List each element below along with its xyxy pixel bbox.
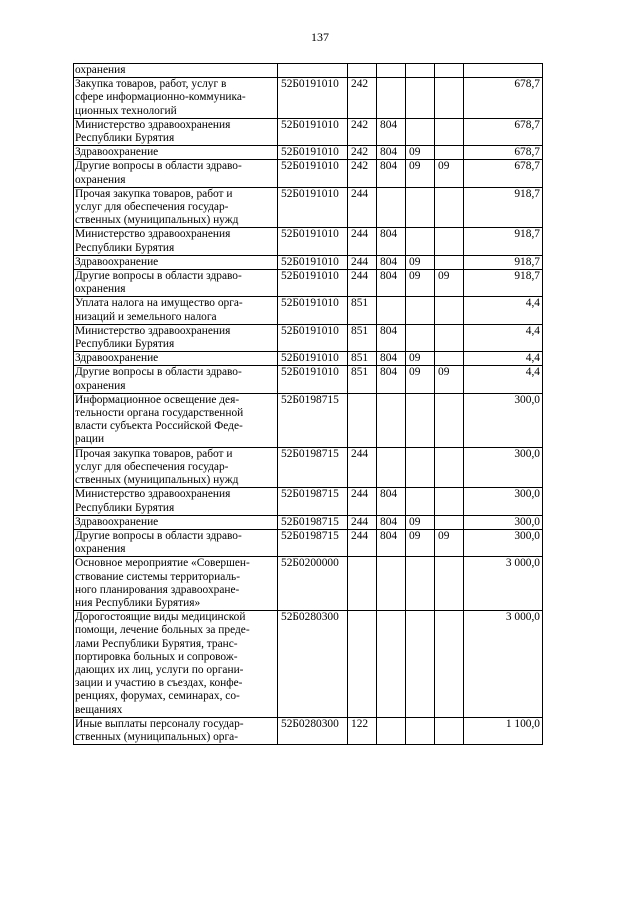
row-name-line: охранения xyxy=(75,173,126,186)
row-name-line: зации и участию в съездах, конфе- xyxy=(75,677,243,690)
row-code-cell: 52Б0191010 xyxy=(278,297,348,324)
row-ministry-cell: 804 xyxy=(377,118,406,145)
row-ministry-cell: 804 xyxy=(377,270,406,297)
row-name-line: услуг для обеспечения государ- xyxy=(75,201,229,214)
row-section-cell xyxy=(406,78,435,119)
row-name-line: ного планирования здравоохране- xyxy=(75,583,240,596)
table-row xyxy=(74,488,543,515)
row-expense-type-cell: 851 xyxy=(348,352,377,366)
row-expense-type-cell xyxy=(348,557,377,611)
row-name-cell xyxy=(74,717,278,744)
row-name-cell xyxy=(74,366,278,393)
row-name-cell xyxy=(74,146,278,160)
row-name-line: Здравоохранение xyxy=(75,352,159,365)
row-ministry-cell: 804 xyxy=(377,160,406,187)
table-row xyxy=(74,447,543,488)
row-section-cell: 09 xyxy=(406,146,435,160)
budget-table xyxy=(73,63,543,745)
row-name-line: портировка больных и сопровож- xyxy=(75,650,238,663)
row-name-line: Другие вопросы в области здраво- xyxy=(75,270,242,283)
row-name-line: охранения xyxy=(75,543,126,556)
table-row xyxy=(74,352,543,366)
row-name-cell xyxy=(74,515,278,529)
row-code-cell: 52Б0191010 xyxy=(278,78,348,119)
row-code-cell: 52Б0198715 xyxy=(278,393,348,447)
row-amount-cell: 300,0 xyxy=(464,447,543,488)
row-ministry-cell: 804 xyxy=(377,529,406,556)
row-amount-cell: 918,7 xyxy=(464,228,543,255)
row-ministry-cell xyxy=(377,78,406,119)
row-expense-type-cell: 851 xyxy=(348,324,377,351)
row-ministry-cell xyxy=(377,717,406,744)
table-row xyxy=(74,255,543,269)
table-row xyxy=(74,611,543,718)
row-code-cell: 52Б0191010 xyxy=(278,366,348,393)
row-subsection-cell xyxy=(435,352,464,366)
row-section-cell xyxy=(406,118,435,145)
row-code-cell: 52Б0198715 xyxy=(278,515,348,529)
row-amount-cell: 4,4 xyxy=(464,366,543,393)
row-name-line: Республики Бурятия xyxy=(75,132,175,145)
table-row xyxy=(74,393,543,447)
row-section-cell: 09 xyxy=(406,529,435,556)
row-name-line: Другие вопросы в области здраво- xyxy=(75,529,242,542)
row-name-line: услуг для обеспечения государ- xyxy=(75,460,229,473)
row-subsection-cell xyxy=(435,447,464,488)
row-expense-type-cell: 851 xyxy=(348,297,377,324)
row-code-cell xyxy=(278,64,348,78)
row-name-line: Другие вопросы в области здраво- xyxy=(75,160,242,173)
row-subsection-cell xyxy=(435,717,464,744)
row-name-line: Основное мероприятие «Совершен- xyxy=(75,557,250,570)
table-row xyxy=(74,324,543,351)
row-expense-type-cell: 244 xyxy=(348,270,377,297)
row-code-cell: 52Б0280300 xyxy=(278,717,348,744)
row-expense-type-cell: 242 xyxy=(348,146,377,160)
row-name-line: тельности органа государственной xyxy=(75,407,244,420)
row-section-cell xyxy=(406,324,435,351)
row-section-cell xyxy=(406,447,435,488)
row-subsection-cell xyxy=(435,393,464,447)
row-amount-cell: 300,0 xyxy=(464,529,543,556)
row-section-cell xyxy=(406,297,435,324)
row-expense-type-cell: 244 xyxy=(348,187,377,228)
row-name-line: Республики Бурятия xyxy=(75,338,175,351)
row-name-line: Прочая закупка товаров, работ и xyxy=(75,187,233,200)
row-code-cell: 52Б0191010 xyxy=(278,324,348,351)
row-name-line: ственных (муниципальных) нужд xyxy=(75,214,239,227)
row-subsection-cell: 09 xyxy=(435,160,464,187)
row-subsection-cell xyxy=(435,557,464,611)
row-ministry-cell xyxy=(377,447,406,488)
row-expense-type-cell: 242 xyxy=(348,160,377,187)
table-row xyxy=(74,228,543,255)
row-name-line: Министерство здравоохранения xyxy=(75,118,231,131)
row-expense-type-cell: 122 xyxy=(348,717,377,744)
row-name-line: Здравоохранение xyxy=(75,255,159,268)
row-amount-cell: 4,4 xyxy=(464,297,543,324)
row-section-cell xyxy=(406,611,435,718)
row-name-line: Уплата налога на имущество орга- xyxy=(75,297,243,310)
row-amount-cell: 678,7 xyxy=(464,118,543,145)
row-expense-type-cell: 244 xyxy=(348,488,377,515)
row-name-line: ственных (муниципальных) нужд xyxy=(75,474,239,487)
row-section-cell xyxy=(406,187,435,228)
row-section-cell: 09 xyxy=(406,352,435,366)
table-row xyxy=(74,187,543,228)
row-code-cell: 52Б0191010 xyxy=(278,187,348,228)
row-code-cell: 52Б0191010 xyxy=(278,228,348,255)
row-ministry-cell: 804 xyxy=(377,352,406,366)
row-subsection-cell xyxy=(435,78,464,119)
row-amount-cell: 3 000,0 xyxy=(464,611,543,718)
row-name-line: Республики Бурятия xyxy=(75,501,175,514)
table-row xyxy=(74,270,543,297)
row-name-line: Республики Бурятия xyxy=(75,241,175,254)
row-amount-cell: 3 000,0 xyxy=(464,557,543,611)
row-expense-type-cell: 242 xyxy=(348,118,377,145)
row-subsection-cell: 09 xyxy=(435,366,464,393)
row-subsection-cell xyxy=(435,64,464,78)
table-row xyxy=(74,78,543,119)
row-ministry-cell xyxy=(377,297,406,324)
row-name-cell xyxy=(74,78,278,119)
row-name-line: Дорогостоящие виды медицинской xyxy=(75,611,246,624)
row-name-cell xyxy=(74,297,278,324)
row-expense-type-cell xyxy=(348,64,377,78)
row-code-cell: 52Б0198715 xyxy=(278,529,348,556)
row-ministry-cell: 804 xyxy=(377,366,406,393)
table-row xyxy=(74,160,543,187)
row-name-line: лами Республики Бурятия, транс- xyxy=(75,637,238,650)
row-code-cell: 52Б0191010 xyxy=(278,160,348,187)
row-name-cell xyxy=(74,447,278,488)
row-name-line: ния Республики Бурятия» xyxy=(75,596,201,609)
row-code-cell: 52Б0191010 xyxy=(278,352,348,366)
row-amount-cell: 678,7 xyxy=(464,160,543,187)
table-row xyxy=(74,515,543,529)
row-name-line: Министерство здравоохранения xyxy=(75,228,231,241)
row-name-cell xyxy=(74,255,278,269)
row-expense-type-cell xyxy=(348,393,377,447)
row-code-cell: 52Б0191010 xyxy=(278,146,348,160)
row-name-line: Закупка товаров, работ, услуг в xyxy=(75,78,227,91)
row-ministry-cell: 804 xyxy=(377,488,406,515)
row-expense-type-cell: 244 xyxy=(348,515,377,529)
row-name-line: помощи, лечение больных за преде- xyxy=(75,624,250,637)
row-subsection-cell: 09 xyxy=(435,529,464,556)
row-amount-cell: 918,7 xyxy=(464,187,543,228)
row-section-cell xyxy=(406,717,435,744)
row-name-line: охранения xyxy=(75,379,126,392)
row-section-cell xyxy=(406,64,435,78)
row-name-line: вещаниях xyxy=(75,703,123,716)
row-subsection-cell xyxy=(435,611,464,718)
row-amount-cell: 678,7 xyxy=(464,78,543,119)
row-ministry-cell: 804 xyxy=(377,515,406,529)
row-code-cell: 52Б0191010 xyxy=(278,118,348,145)
row-name-line: низаций и земельного налога xyxy=(75,310,217,323)
row-name-line: Здравоохранение xyxy=(75,515,159,528)
row-amount-cell: 918,7 xyxy=(464,255,543,269)
row-subsection-cell xyxy=(435,255,464,269)
row-ministry-cell xyxy=(377,187,406,228)
row-section-cell: 09 xyxy=(406,160,435,187)
row-subsection-cell xyxy=(435,297,464,324)
row-amount-cell: 918,7 xyxy=(464,270,543,297)
table-row xyxy=(74,717,543,744)
row-ministry-cell xyxy=(377,393,406,447)
row-amount-cell: 4,4 xyxy=(464,352,543,366)
row-expense-type-cell: 244 xyxy=(348,447,377,488)
row-code-cell: 52Б0198715 xyxy=(278,488,348,515)
row-ministry-cell xyxy=(377,611,406,718)
row-subsection-cell xyxy=(435,118,464,145)
row-name-cell xyxy=(74,160,278,187)
table-row xyxy=(74,557,543,611)
row-ministry-cell: 804 xyxy=(377,324,406,351)
row-name-cell xyxy=(74,228,278,255)
row-name-line: Здравоохранение xyxy=(75,146,159,159)
row-amount-cell: 300,0 xyxy=(464,515,543,529)
row-ministry-cell: 804 xyxy=(377,255,406,269)
row-code-cell: 52Б0198715 xyxy=(278,447,348,488)
row-name-cell xyxy=(74,529,278,556)
row-ministry-cell: 804 xyxy=(377,228,406,255)
row-section-cell xyxy=(406,228,435,255)
row-code-cell: 52Б0200000 xyxy=(278,557,348,611)
row-subsection-cell xyxy=(435,228,464,255)
row-name-line: ствование системы территориаль- xyxy=(75,570,241,583)
row-name-line: Иные выплаты персоналу государ- xyxy=(75,717,244,730)
row-name-line: Министерство здравоохранения xyxy=(75,488,231,501)
table-row xyxy=(74,118,543,145)
row-amount-cell: 1 100,0 xyxy=(464,717,543,744)
row-expense-type-cell xyxy=(348,611,377,718)
row-amount-cell: 4,4 xyxy=(464,324,543,351)
row-name-cell xyxy=(74,352,278,366)
row-section-cell xyxy=(406,393,435,447)
row-name-cell xyxy=(74,270,278,297)
row-section-cell: 09 xyxy=(406,270,435,297)
row-amount-cell xyxy=(464,64,543,78)
row-name-line: сфере информационно-коммуника- xyxy=(75,91,246,104)
row-name-cell xyxy=(74,118,278,145)
row-name-line: охранения xyxy=(75,64,126,76)
row-subsection-cell xyxy=(435,324,464,351)
row-expense-type-cell: 244 xyxy=(348,228,377,255)
row-name-line: Прочая закупка товаров, работ и xyxy=(75,447,233,460)
row-name-cell xyxy=(74,611,278,718)
row-name-line: дающих их лиц, услуги по органи- xyxy=(75,663,244,676)
row-expense-type-cell: 244 xyxy=(348,255,377,269)
row-section-cell xyxy=(406,488,435,515)
row-name-line: ренциях, форумах, семинарах, со- xyxy=(75,690,240,703)
row-name-cell xyxy=(74,64,278,78)
table-row xyxy=(74,366,543,393)
row-name-line: Другие вопросы в области здраво- xyxy=(75,366,242,379)
row-name-cell xyxy=(74,488,278,515)
row-subsection-cell xyxy=(435,187,464,228)
row-name-line: Министерство здравоохранения xyxy=(75,324,231,337)
row-name-line: ционных технологий xyxy=(75,104,177,117)
row-amount-cell: 300,0 xyxy=(464,488,543,515)
page-number: 137 xyxy=(311,30,329,44)
row-subsection-cell xyxy=(435,146,464,160)
row-section-cell: 09 xyxy=(406,515,435,529)
row-name-line: охранения xyxy=(75,283,126,296)
table-row xyxy=(74,529,543,556)
row-name-cell xyxy=(74,187,278,228)
row-ministry-cell xyxy=(377,64,406,78)
table-row xyxy=(74,64,543,78)
row-expense-type-cell: 244 xyxy=(348,529,377,556)
row-subsection-cell xyxy=(435,515,464,529)
row-code-cell: 52Б0191010 xyxy=(278,270,348,297)
row-name-cell xyxy=(74,324,278,351)
row-amount-cell: 300,0 xyxy=(464,393,543,447)
row-expense-type-cell: 242 xyxy=(348,78,377,119)
row-name-cell xyxy=(74,557,278,611)
row-subsection-cell xyxy=(435,488,464,515)
row-name-line: ственных (муниципальных) орга- xyxy=(75,730,238,743)
row-name-line: рации xyxy=(75,433,105,446)
row-subsection-cell: 09 xyxy=(435,270,464,297)
table-row xyxy=(74,297,543,324)
row-code-cell: 52Б0280300 xyxy=(278,611,348,718)
row-section-cell: 09 xyxy=(406,366,435,393)
row-amount-cell: 678,7 xyxy=(464,146,543,160)
row-ministry-cell xyxy=(377,557,406,611)
row-name-line: власти субъекта Российской Феде- xyxy=(75,420,243,433)
row-name-cell xyxy=(74,393,278,447)
row-name-line: Информационное освещение дея- xyxy=(75,393,240,406)
row-ministry-cell: 804 xyxy=(377,146,406,160)
row-expense-type-cell: 851 xyxy=(348,366,377,393)
row-code-cell: 52Б0191010 xyxy=(278,255,348,269)
row-section-cell: 09 xyxy=(406,255,435,269)
table-row xyxy=(74,146,543,160)
row-section-cell xyxy=(406,557,435,611)
